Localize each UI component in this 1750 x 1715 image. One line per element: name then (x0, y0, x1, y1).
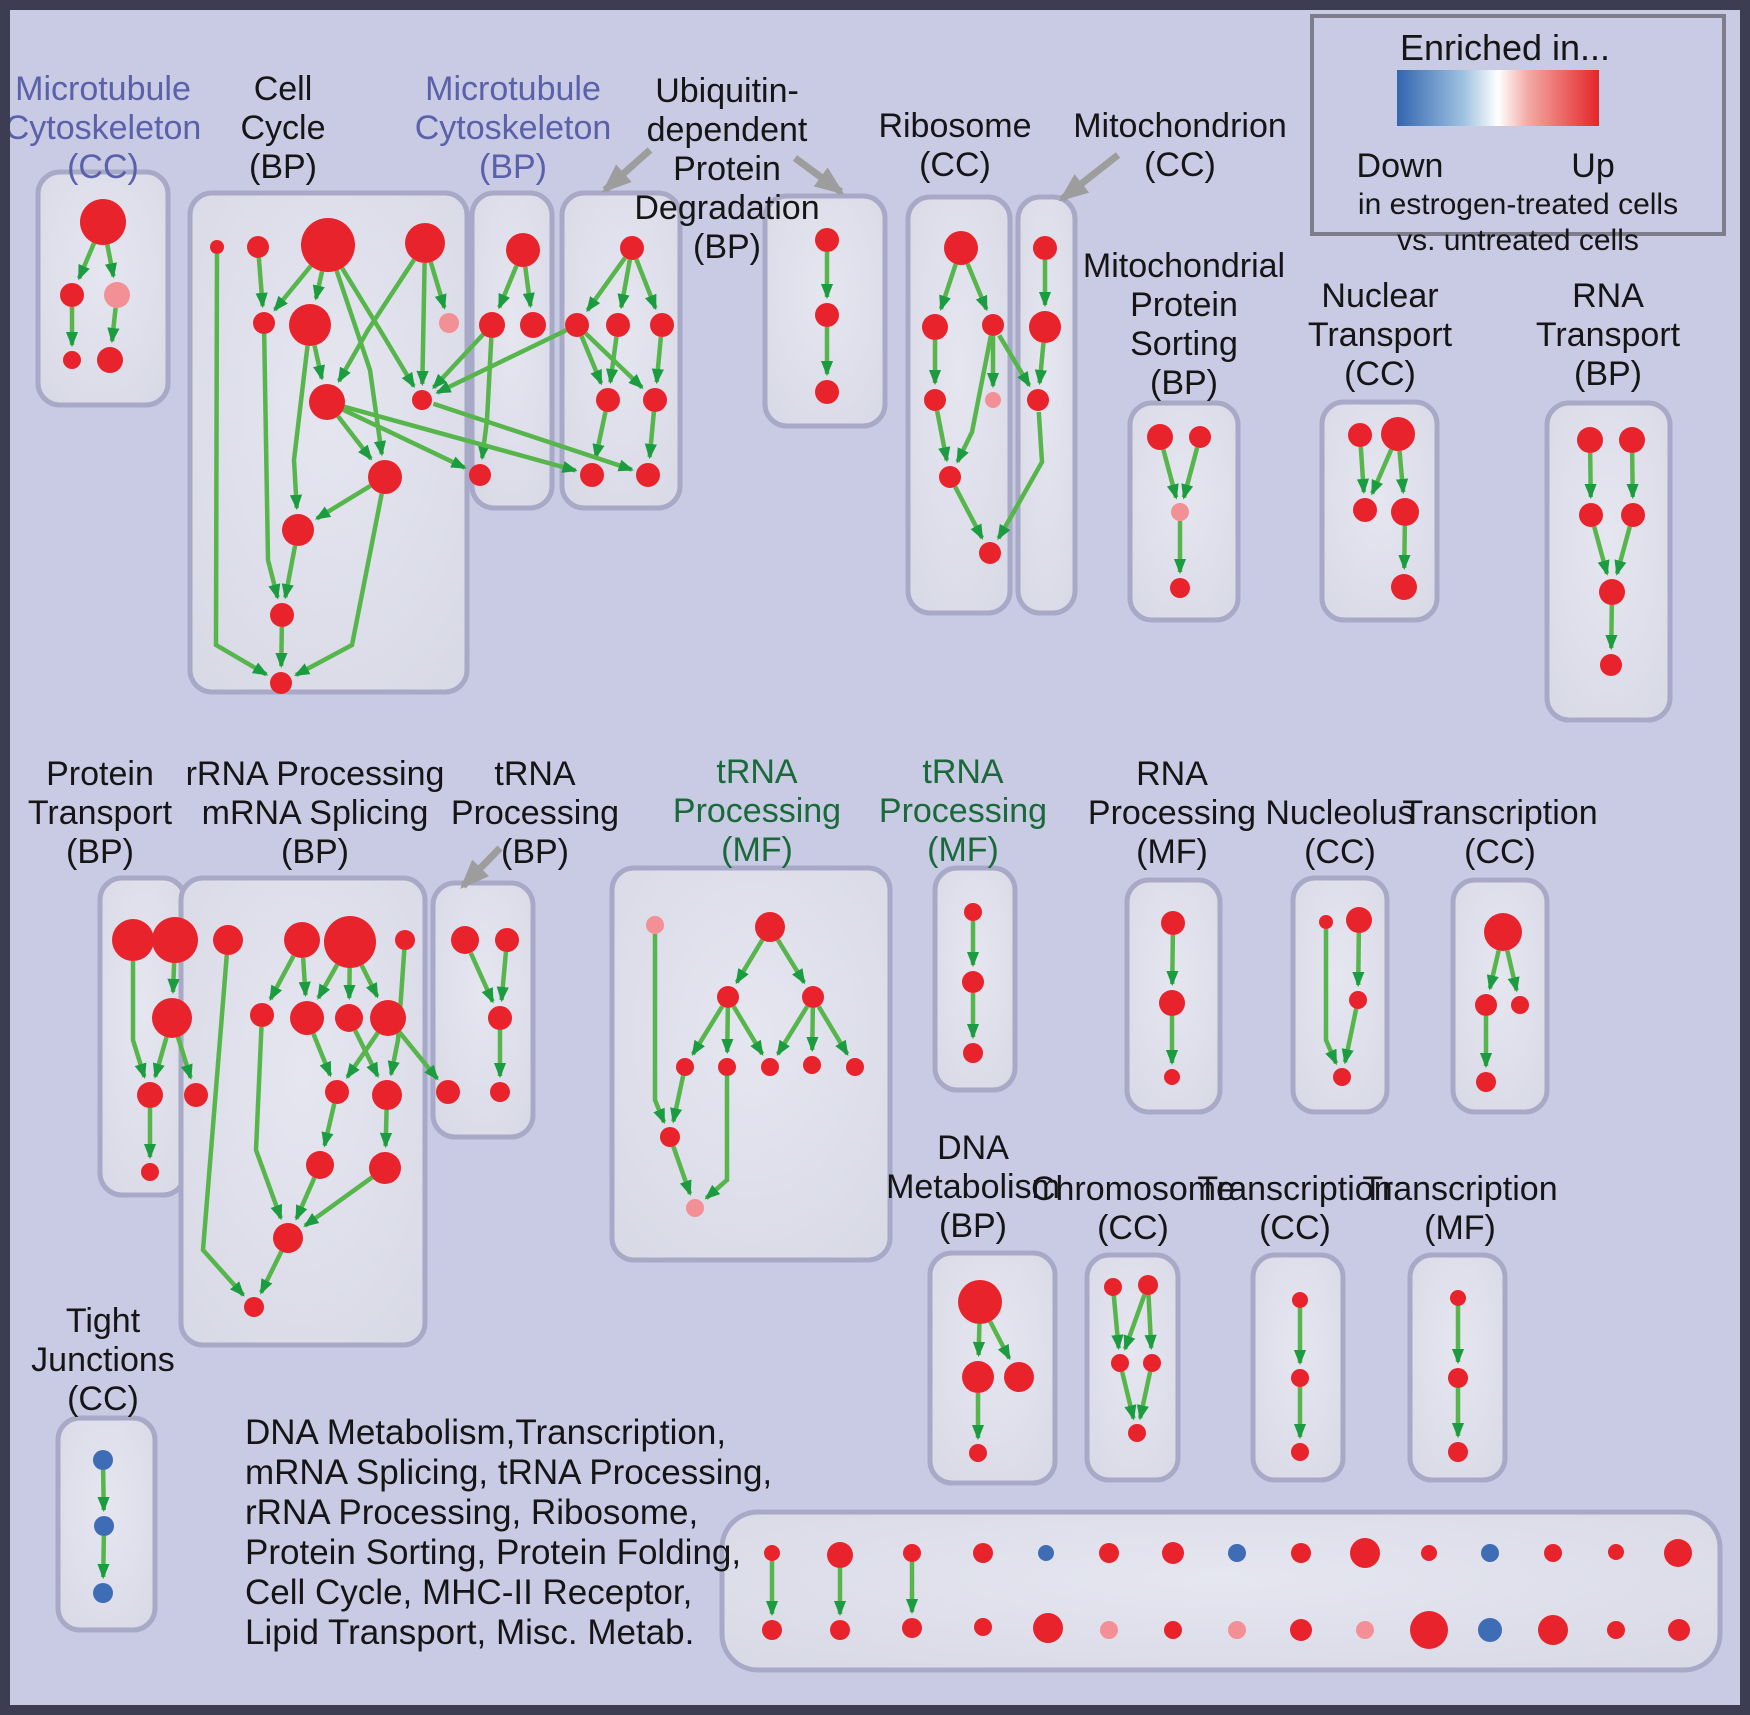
go-term-node (963, 1043, 983, 1063)
go-term-node (1104, 1278, 1122, 1296)
go-term-node (80, 199, 126, 245)
cluster-label-line: Nuclear (1321, 277, 1439, 315)
cluster-box-nuclear_transport_cc (1322, 402, 1437, 620)
go-term-node (827, 1542, 853, 1568)
go-term-node (1319, 915, 1333, 929)
go-term-node (1350, 1538, 1380, 1568)
cluster-label-line: (CC) (1344, 355, 1416, 393)
go-term-node (395, 930, 415, 950)
go-term-node (1291, 1543, 1311, 1563)
edge-arrow (386, 1110, 387, 1146)
go-term-node (717, 986, 739, 1008)
cluster-label-line: (MF) (721, 831, 793, 869)
cluster-label-line: Transport (27, 794, 173, 832)
go-term-node (764, 1545, 780, 1561)
go-term-node (1410, 1611, 1448, 1649)
go-term-node (1164, 1621, 1182, 1639)
go-term-node (93, 1450, 113, 1470)
cluster-label-line: Cytoskeleton (4, 109, 202, 147)
cluster-label-line: Chromosome (1030, 1170, 1236, 1208)
go-term-node (1290, 1619, 1312, 1641)
go-term-node (1544, 1544, 1562, 1562)
cluster-label-line: Metabolism (886, 1168, 1060, 1206)
go-term-node (1228, 1621, 1246, 1639)
cluster-label-line: Sorting (1130, 325, 1238, 363)
legend-down-label: Down (1356, 147, 1444, 185)
cluster-label-line: mRNA Splicing (201, 794, 429, 832)
go-term-node (1161, 911, 1185, 935)
go-term-node (104, 282, 130, 308)
go-term-node (1292, 1292, 1308, 1308)
cluster-label-line: (BP) (501, 833, 569, 871)
go-term-node (253, 312, 275, 334)
go-term-node (306, 1151, 334, 1179)
go-term-node (1100, 1621, 1118, 1639)
cluster-label-line: Nucleolus (1265, 794, 1415, 832)
cluster-label-line: tRNA (922, 753, 1004, 791)
cluster-label-line: (CC) (919, 146, 991, 184)
go-term-node (1164, 1069, 1180, 1085)
cluster-label-line: (CC) (1144, 146, 1216, 184)
go-term-node (802, 986, 824, 1008)
cluster-label-line: Processing (450, 794, 620, 832)
cluster-label-line: Cytoskeleton (414, 109, 612, 147)
go-term-node (469, 464, 491, 486)
cluster-label-line: Transport (1535, 316, 1681, 354)
go-term-node (596, 388, 620, 412)
go-term-node (1027, 389, 1049, 411)
go-term-node (290, 1001, 324, 1035)
cluster-label-line: (BP) (1150, 364, 1218, 402)
go-term-node (962, 1361, 994, 1393)
go-term-node (273, 1223, 303, 1253)
go-term-node (1099, 1543, 1119, 1563)
go-term-node (606, 313, 630, 337)
go-term-node (803, 1056, 821, 1074)
go-term-node (213, 925, 243, 955)
cluster-label-line: RNA (1572, 277, 1644, 315)
go-term-node (1162, 1542, 1184, 1564)
go-term-node (686, 1199, 704, 1217)
go-term-node (1291, 1369, 1309, 1387)
cluster-box-ubiquitin_degradation_box1 (562, 193, 680, 508)
cluster-label-line: (MF) (927, 831, 999, 869)
cluster-label-line: Degradation (634, 189, 820, 227)
go-term-node (1356, 1621, 1374, 1639)
go-term-node (309, 384, 345, 420)
misc-group-note (245, 1413, 772, 1652)
cluster-label-line: (BP) (66, 833, 134, 871)
cluster-label-line: Transport (1307, 316, 1453, 354)
go-term-node (1291, 1443, 1309, 1461)
cluster-label-line: (CC) (67, 148, 139, 186)
go-term-node (718, 1058, 736, 1076)
cluster-label-line: rRNA Processing (185, 755, 445, 793)
go-term-node (815, 303, 839, 327)
go-term-node (210, 240, 224, 254)
legend (1312, 16, 1724, 257)
go-term-node (506, 233, 540, 267)
go-term-node (1170, 578, 1190, 598)
cluster-label-line: Microtubule (15, 70, 191, 108)
go-term-node (620, 236, 644, 260)
go-term-node (1171, 503, 1189, 521)
go-term-node (184, 1083, 208, 1107)
cluster-label-line: Cell (253, 70, 313, 108)
go-term-node (982, 314, 1004, 336)
go-term-node (412, 390, 432, 410)
go-term-node (660, 1127, 680, 1147)
go-term-node (1608, 1544, 1624, 1560)
go-term-node (368, 460, 402, 494)
go-term-node (1004, 1362, 1034, 1392)
go-term-node (141, 1163, 159, 1181)
go-term-node (762, 1620, 782, 1640)
cluster-label-line: Processing (672, 792, 842, 830)
legend-subtitle-line: in estrogen-treated cells (1357, 188, 1679, 221)
go-term-node (372, 1080, 402, 1110)
cluster-label-line: Ribosome (878, 107, 1032, 145)
cluster-label-line: Transcription (1402, 794, 1598, 832)
go-term-node (93, 1583, 113, 1603)
cluster-label-line: RNA (1136, 755, 1208, 793)
go-term-node (60, 283, 84, 307)
go-term-node (112, 919, 154, 961)
cluster-label-line: (BP) (281, 833, 349, 871)
edge-arrow (727, 1008, 728, 1052)
go-term-node (1577, 427, 1603, 453)
go-term-node (979, 542, 1001, 564)
edge-arrow (103, 1536, 104, 1577)
go-term-node (985, 392, 1001, 408)
go-term-node (1128, 1424, 1146, 1442)
go-term-node (436, 1080, 460, 1104)
go-term-node (1448, 1368, 1468, 1388)
go-term-node (1349, 991, 1367, 1009)
go-term-node (1511, 996, 1529, 1014)
go-term-node (1600, 654, 1622, 676)
go-term-node (1481, 1544, 1499, 1562)
go-term-node (369, 1152, 401, 1184)
go-term-node (643, 388, 667, 412)
cluster-label-line: (MF) (1424, 1209, 1496, 1247)
go-term-node (1538, 1615, 1568, 1645)
go-term-node (284, 922, 320, 958)
go-term-node (325, 1080, 349, 1104)
go-term-node (488, 1006, 512, 1030)
go-term-node (152, 998, 192, 1038)
note-line: Cell Cycle, MHC-II Receptor, (245, 1573, 693, 1612)
cluster-label-line: (CC) (67, 1380, 139, 1418)
go-term-node (1607, 1621, 1625, 1639)
cluster-label-line: (BP) (1574, 355, 1642, 393)
go-term-node (1346, 907, 1372, 933)
edge-arrow (979, 1324, 980, 1355)
edge-arrow (1632, 453, 1633, 497)
go-term-node (815, 228, 839, 252)
legend-subtitle-line: vs. untreated cells (1397, 224, 1639, 257)
go-term-node (289, 304, 331, 346)
go-term-node (922, 314, 948, 340)
edge-arrow (1590, 453, 1591, 497)
edge-arrow (303, 958, 305, 995)
go-term-node (676, 1058, 694, 1076)
go-term-node (479, 312, 505, 338)
go-term-node (650, 313, 674, 337)
edge-arrow (1404, 526, 1405, 568)
go-term-node (370, 1000, 406, 1036)
go-term-node (846, 1058, 864, 1076)
cluster-label-line: Cycle (240, 109, 326, 147)
go-term-node (97, 347, 123, 373)
go-term-node (1147, 424, 1173, 450)
go-term-node (1599, 579, 1625, 605)
cluster-label-line: (BP) (939, 1207, 1007, 1245)
cluster-label-line: Protein (46, 755, 154, 793)
go-term-node (1484, 913, 1522, 951)
go-term-node (270, 672, 292, 694)
go-term-node (1664, 1539, 1692, 1567)
cluster-label-line: Processing (1087, 794, 1257, 832)
cluster-label-line: (CC) (1464, 833, 1536, 871)
go-term-node (958, 1280, 1002, 1324)
go-term-node (962, 971, 984, 993)
legend-gradient-bar (1397, 70, 1599, 126)
go-term-node (244, 1297, 264, 1317)
edge-arrow (422, 263, 424, 384)
go-term-node (830, 1620, 850, 1640)
go-term-node (1111, 1354, 1129, 1372)
go-term-node (94, 1516, 114, 1536)
go-term-node (1621, 503, 1645, 527)
cluster-label-line: Protein (673, 150, 781, 188)
go-term-node (152, 917, 198, 963)
go-term-node (405, 223, 445, 263)
go-term-node (974, 1618, 992, 1636)
go-term-node (1475, 994, 1497, 1016)
go-term-node (495, 928, 519, 952)
note-line: Protein Sorting, Protein Folding, (245, 1533, 742, 1572)
cluster-label-line: Microtubule (425, 70, 601, 108)
go-term-node (520, 312, 546, 338)
edge-arrow (1611, 605, 1612, 648)
cluster-label-line: dependent (646, 111, 808, 149)
go-term-node (902, 1618, 922, 1638)
cluster-label-line: DNA (937, 1129, 1009, 1167)
go-term-node (1038, 1545, 1054, 1561)
note-line: Lipid Transport, Misc. Metab. (245, 1613, 695, 1652)
go-term-node (1159, 990, 1185, 1016)
go-term-node (924, 389, 946, 411)
cluster-box-misc_group (722, 1512, 1720, 1670)
go-term-node (1138, 1275, 1158, 1295)
edge-arrow (1172, 935, 1173, 984)
go-term-node (63, 351, 81, 369)
cluster-label-line: (CC) (1097, 1209, 1169, 1247)
cluster-label-line: Mitochondrial (1082, 247, 1286, 285)
go-term-node (282, 514, 314, 546)
go-term-node (1143, 1354, 1161, 1372)
cluster-label-line: (MF) (1136, 833, 1208, 871)
go-term-node (1029, 311, 1061, 343)
cluster-label-line: (BP) (479, 148, 547, 186)
cluster-label-line: (CC) (1304, 833, 1376, 871)
cluster-label-line: Tight (65, 1302, 141, 1340)
go-term-node (324, 916, 376, 968)
go-term-node (1421, 1545, 1437, 1561)
go-term-node (1353, 498, 1377, 522)
go-term-node (815, 380, 839, 404)
go-term-node (1476, 1072, 1496, 1092)
go-term-node (1228, 1544, 1246, 1562)
go-term-node (247, 236, 269, 258)
go-term-node (439, 313, 459, 333)
cluster-label-line: Transcription (1362, 1170, 1558, 1208)
edge-arrow (1358, 933, 1359, 985)
legend-title: Enriched in... (1399, 27, 1611, 68)
go-term-node (903, 1544, 921, 1562)
go-term-node (1033, 1613, 1063, 1643)
cluster-label-line: (BP) (693, 228, 761, 266)
edge-arrow (103, 1470, 104, 1510)
go-term-node (1450, 1290, 1466, 1306)
cluster-label-line: Transcription (1197, 1170, 1393, 1208)
go-term-node (490, 1082, 510, 1102)
cluster-label-line: tRNA (716, 753, 798, 791)
go-term-node (580, 463, 604, 487)
go-term-node (1579, 503, 1603, 527)
go-term-node (1381, 417, 1415, 451)
edge-arrow (1361, 447, 1364, 492)
cluster-label-line: (CC) (1259, 1209, 1331, 1247)
note-line: rRNA Processing, Ribosome, (245, 1493, 699, 1532)
cluster-label-line: Ubiquitin- (655, 72, 799, 110)
go-term-node (1348, 423, 1372, 447)
go-term-node (755, 912, 785, 942)
go-term-node (973, 1543, 993, 1563)
go-term-node (646, 916, 664, 934)
cluster-label-line: Junctions (31, 1341, 175, 1379)
cluster-label-line: Processing (878, 792, 1048, 830)
legend-up-label: Up (1571, 147, 1615, 185)
cluster-label-line: tRNA (494, 755, 576, 793)
go-term-node (1391, 574, 1417, 600)
go-term-node (250, 1003, 274, 1027)
note-line: DNA Metabolism,Transcription, (245, 1413, 727, 1452)
go-term-node (1478, 1618, 1502, 1642)
go-term-node (1448, 1442, 1468, 1462)
go-term-node (1189, 426, 1211, 448)
go-term-node (944, 231, 978, 265)
edge-arrow (812, 1008, 813, 1050)
go-term-node (636, 463, 660, 487)
go-term-node (1619, 427, 1645, 453)
go-term-node (1033, 236, 1057, 260)
go-term-node (964, 903, 982, 921)
go-term-node (451, 926, 479, 954)
go-term-node (335, 1004, 363, 1032)
go-term-node (1333, 1068, 1351, 1086)
go-term-node (761, 1058, 779, 1076)
go-term-node (1391, 498, 1419, 526)
go-term-node (969, 1444, 987, 1462)
cluster-box-chromosome_cc (1087, 1255, 1178, 1480)
go-term-node (301, 218, 355, 272)
cluster-label-line: Mitochondrion (1073, 107, 1287, 145)
note-line: mRNA Splicing, tRNA Processing, (245, 1453, 773, 1492)
cluster-label-line: Protein (1130, 286, 1238, 324)
edge-arrow (173, 963, 174, 992)
go-term-node (565, 313, 589, 337)
go-term-node (1668, 1619, 1690, 1641)
go-term-node (939, 466, 961, 488)
go-term-node (270, 603, 294, 627)
cluster-label-line: (BP) (249, 148, 317, 186)
edge-arrow (281, 627, 282, 666)
edge-arrow (1149, 1295, 1152, 1348)
go-term-node (137, 1082, 163, 1108)
